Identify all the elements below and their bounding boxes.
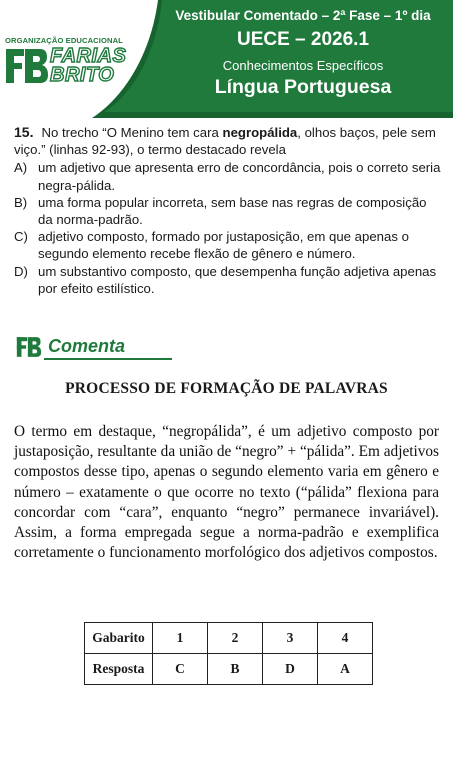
option-text: adjetivo composto, formado por justaposição, em que apenas o segundo elemento recebe flexão de gênero e número. xyxy=(38,229,409,262)
header-subject-area: Conhecimentos Específicos xyxy=(222,58,384,73)
fb-mark-icon xyxy=(6,47,48,85)
answer-key-table xyxy=(84,622,373,685)
option-letter: A) xyxy=(14,160,28,176)
question-number: 15. xyxy=(14,124,34,140)
comenta-label: Comenta xyxy=(48,336,126,356)
answer-cell: B xyxy=(208,654,263,685)
comenta-heading xyxy=(14,336,159,360)
stem-text-before: No trecho “O Menino tem cara xyxy=(41,125,223,140)
section-title: PROCESSO DE FORMAÇÃO DE PALAVRAS xyxy=(65,380,388,397)
logo-word-brito: BRITO xyxy=(50,64,115,86)
question-number-cell: 3 xyxy=(263,623,318,654)
option-c xyxy=(14,228,444,262)
question-number-cell: 4 xyxy=(318,623,373,654)
header-exam-title: UECE – 2026.1 xyxy=(236,29,370,50)
logo-org-text: ORGANIZAÇÃO EDUCACIONAL xyxy=(5,36,123,45)
fb-mark-icon xyxy=(14,336,44,358)
option-d xyxy=(14,263,444,297)
stem-text-after: , olhos baços, pele sem viço.” (linhas 92-93), o termo destacado revela xyxy=(14,125,436,158)
option-text: um substantivo composto, que desempenha função adjetiva apenas por efeito estilístico. xyxy=(38,263,437,296)
question-number-cell: 2 xyxy=(208,623,263,654)
commentary-paragraph: O termo em destaque, “negropálida”, é um adjetivo composto por justaposição, resultante da união de “negro” + “pálida”. Em adjetivos compostos desse tipo, apenas o segundo elemento varia em gênero e número – exatamente o que ocorre no texto (“pálida” flexiona para concordar com “cara”, enquanto “negro” permanece invariável). Assim, a forma empregada segue a norma-padrão e exemplifica corretamente o funcionamento morfológico dos adjetivos compostos. xyxy=(14,423,439,562)
table-row-resposta xyxy=(85,654,373,685)
question-stem xyxy=(14,124,444,158)
option-text: um adjetivo que apresenta erro de concordância, pois o correto seria negra-pálida. xyxy=(38,160,441,193)
row-label-gabarito: Gabarito xyxy=(85,623,153,654)
option-text: uma forma popular incorreta, sem base nas regras de composição da norma-padrão. xyxy=(38,194,427,228)
header-exam-line: Vestibular Comentado – 2ª Fase – 1º dia xyxy=(175,8,431,23)
option-letter: D) xyxy=(14,263,28,279)
answer-cell: D xyxy=(263,654,318,685)
row-label-resposta: Resposta xyxy=(85,654,153,685)
question-number-cell: 1 xyxy=(153,623,208,654)
comenta-underline xyxy=(44,358,172,360)
option-letter: C) xyxy=(14,229,28,245)
option-letter: B) xyxy=(14,194,28,210)
answer-cell: A xyxy=(318,654,373,685)
logo-word-farias: FARIAS xyxy=(50,45,127,67)
farias-brito-logo xyxy=(4,36,134,88)
stem-highlight-term: negropálida xyxy=(222,125,298,140)
table-row-gabarito xyxy=(85,623,373,654)
option-b xyxy=(14,194,444,228)
page-header xyxy=(0,0,453,118)
header-subject: Língua Portuguesa xyxy=(214,76,392,98)
option-a xyxy=(14,159,444,193)
answer-cell: C xyxy=(153,654,208,685)
question-block xyxy=(14,124,444,297)
